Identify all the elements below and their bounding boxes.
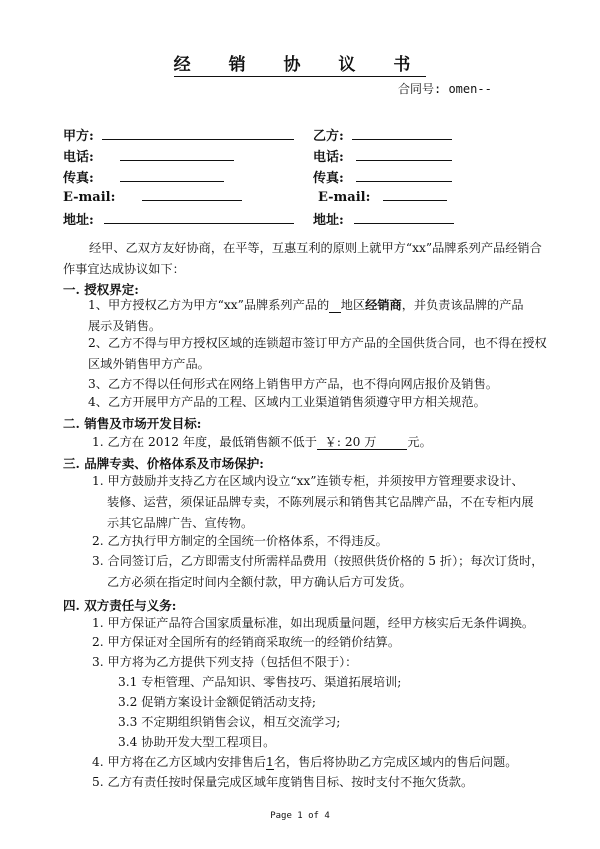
email-b-line[interactable]: [383, 188, 447, 201]
phone-b-line[interactable]: [356, 148, 452, 161]
email-a-label: E-mail:: [63, 190, 116, 205]
s1-item-3: 3、乙方不得以任何形式在网络上销售甲方产品，也不得向网店报价及销售。: [88, 377, 498, 391]
party-a-field: [63, 125, 294, 144]
s4-sub-2: 3.2 促销方案设计金额促销活动支持;: [118, 695, 316, 709]
email-a-line[interactable]: [142, 188, 242, 201]
s4-item-4: 4. 甲方将在乙方区域内安排售后1名，售后将协助乙方完成区域内的售后问题。: [92, 755, 518, 769]
phone-a-field: [63, 146, 234, 165]
party-b-line[interactable]: [352, 127, 452, 140]
s4-sub-3: 3.3 不定期组织销售会议，相互交流学习;: [118, 715, 341, 729]
party-a-label: 甲方:: [63, 129, 94, 144]
s3-item-1-line2: 装修、运营，须保证品牌专卖，不陈列展示和销售其它品牌产品，不在专柜内展: [107, 495, 534, 509]
fax-a-field: [63, 167, 224, 186]
s1-item-1-line2: 展示及销售。: [88, 319, 162, 333]
s3-item-2: 2. 乙方执行甲方制定的全国统一价格体系，不得违反。: [92, 534, 388, 548]
section-3-heading: 三. 品牌专卖、价格体系及市场保护:: [63, 456, 264, 471]
intro-paragraph: 经甲、乙双方友好协商，在平等，互惠互利的原则上就甲方“xx”品牌系列产品经销合作事宜达成协议如下：: [63, 241, 542, 276]
s1-item-4: 4、乙方开展甲方产品的工程、区域内工业渠道销售须遵守甲方相关规范。: [88, 395, 486, 409]
s1-item-2-line1: 2、乙方不得与甲方授权区域的连锁超市签订甲方产品的全国供货合同，也不得在授权: [88, 336, 547, 350]
phone-b-label: 电话:: [313, 150, 344, 165]
s4-item-1: 1. 甲方保证产品符合国家质量标准，如出现质量问题，经甲方核实后无条件调换。: [92, 616, 535, 630]
s4-item-3: 3. 甲方将为乙方提供下列支持（包括但不限于）：: [92, 655, 358, 669]
page-footer: Page 1 of 4: [270, 811, 330, 821]
fax-a-line[interactable]: [120, 169, 224, 182]
section-2-heading: 二. 销售及市场开发目标:: [63, 416, 202, 431]
phone-a-label: 电话:: [63, 150, 94, 165]
phone-a-line[interactable]: [120, 148, 234, 161]
party-b-label: 乙方:: [313, 129, 344, 144]
fax-b-field: [313, 167, 452, 186]
address-b-label: 地址:: [313, 213, 344, 228]
s4-item-5: 5. 乙方有责任按时保量完成区域年度销售目标、按时支付不拖欠货款。: [92, 775, 474, 789]
fax-a-label: 传真:: [63, 171, 94, 186]
address-b-line[interactable]: [354, 211, 454, 224]
party-b-field: [313, 125, 452, 144]
fax-b-label: 传真:: [313, 171, 344, 186]
fax-b-line[interactable]: [356, 169, 452, 182]
address-a-line[interactable]: [104, 211, 294, 224]
aftersales-count[interactable]: 1: [265, 755, 274, 769]
phone-b-field: [313, 146, 452, 165]
document-title: 经 销 协 议 书: [173, 55, 427, 75]
section-1-heading: 一. 授权界定:: [63, 282, 139, 297]
s4-sub-1: 3.1 专柜管理、产品知识、零售技巧、渠道拓展培训;: [118, 675, 402, 689]
s1-item-1-line1: 1、甲方授权乙方为甲方“xx”品牌系列产品的 地区经销商，并负责该品牌的产品: [88, 298, 524, 312]
address-a-label: 地址:: [63, 213, 94, 228]
address-a-field: [63, 209, 294, 228]
email-a-field: [63, 188, 242, 205]
region-blank[interactable]: [329, 298, 341, 313]
s3-item-3-line2: 乙方必须在指定时间内全额付款，甲方确认后方可发货。: [107, 575, 412, 589]
s4-sub-4: 3.4 协助开发大型工程项目。: [118, 735, 276, 749]
s4-item-2: 2. 甲方保证对全国所有的经销商采取统一的经销价结算。: [92, 635, 401, 649]
section-4-heading: 四. 双方责任与义务:: [63, 598, 177, 613]
contract-number: 合同号: omen--: [398, 82, 492, 96]
s1-item-2-line2: 区域外销售甲方产品。: [88, 357, 210, 371]
s3-item-1-line3: 示其它品牌广告、宣传物。: [107, 516, 254, 530]
sales-amount[interactable]: ￥: 20 万: [316, 435, 408, 449]
s3-item-3-line1: 3. 合同签订后，乙方即需支付所需样品费用（按照供货价格的 5 折）；每次订货时，: [92, 554, 544, 568]
s2-item-1: 1. 乙方在 2012 年度，最低销售额不低于 ￥: 20 万 元。: [92, 435, 432, 449]
address-b-field: [313, 209, 454, 228]
party-a-line[interactable]: [102, 127, 294, 140]
email-b-label: E-mail:: [318, 190, 371, 205]
email-b-field: [318, 188, 447, 205]
s3-item-1-line1: 1. 甲方鼓励并支持乙方在区域内设立“xx”连锁专柜，并须按甲方管理要求设计、: [92, 474, 524, 488]
